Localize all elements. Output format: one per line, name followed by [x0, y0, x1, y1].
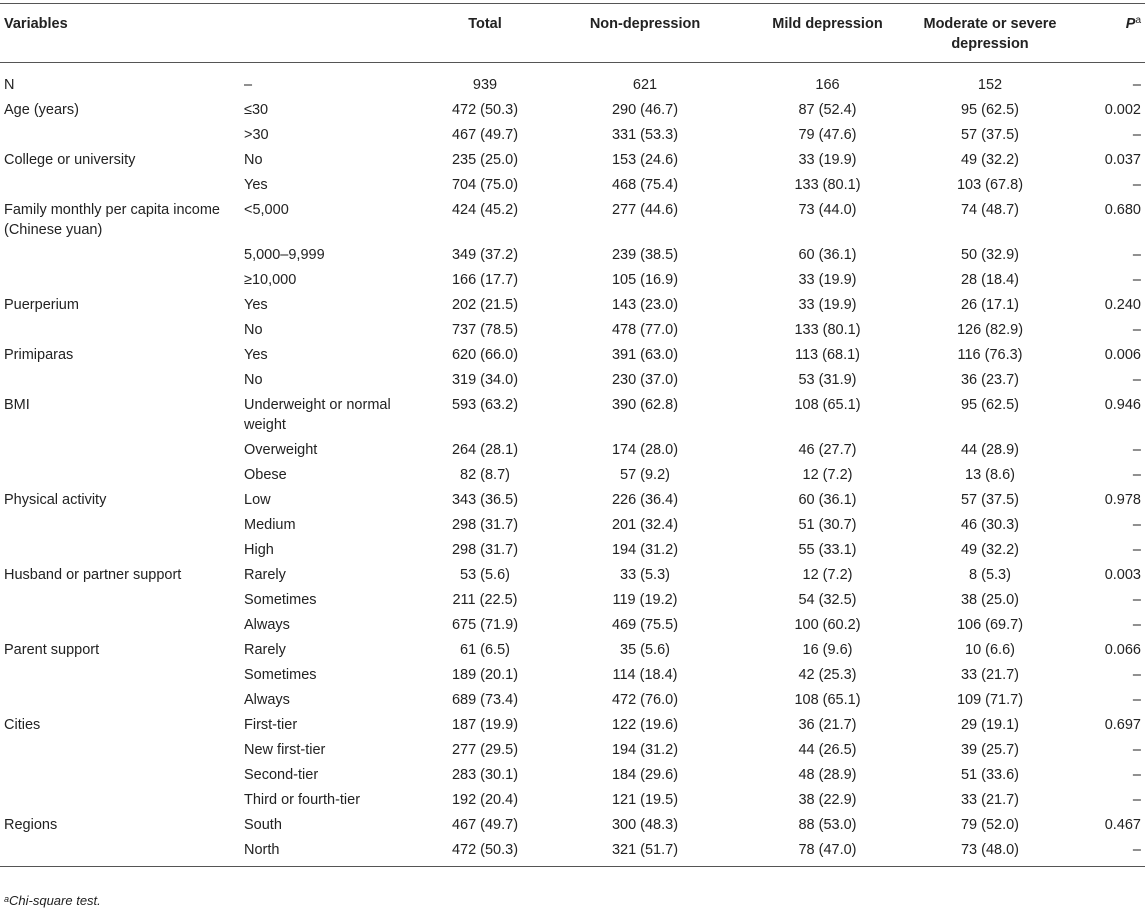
header-variables: Variables — [0, 4, 240, 63]
cell-level: Yes — [244, 297, 268, 313]
table-row — [0, 538, 1145, 563]
cell-moderate-depression: 26 (17.1) — [960, 297, 1020, 313]
cell-moderate-depression: 33 (21.7) — [960, 792, 1020, 808]
table-row — [0, 688, 1145, 713]
cell-total: 349 (37.2) — [451, 247, 519, 263]
table-row — [0, 613, 1145, 638]
cell-level: First-tier — [244, 717, 298, 733]
cell-mild-depression: 100 (60.2) — [794, 617, 861, 633]
cell-p-value: – — [1132, 247, 1141, 263]
table-row — [0, 198, 1145, 243]
cell-total: 939 — [472, 77, 498, 93]
header-total: Total — [420, 4, 550, 63]
cell-p-value: – — [1132, 177, 1141, 193]
cell-mild-depression: 108 (65.1) — [794, 397, 861, 413]
cell-total: 675 (71.9) — [451, 617, 519, 633]
cell-moderate-depression: 49 (32.2) — [960, 152, 1020, 168]
cell-moderate-depression: 13 (8.6) — [965, 467, 1015, 483]
cell-non-depression: 230 (37.0) — [611, 372, 679, 388]
cell-non-depression: 194 (31.2) — [611, 542, 679, 558]
cell-level: ≤30 — [244, 102, 269, 118]
cell-p-value: 0.697 — [1104, 717, 1141, 733]
cell-moderate-depression: 109 (71.7) — [956, 692, 1024, 708]
cell-moderate-depression: 33 (21.7) — [960, 667, 1020, 683]
cell-total: 192 (20.4) — [451, 792, 519, 808]
cell-moderate-depression: 28 (18.4) — [960, 272, 1020, 288]
table-row — [0, 838, 1145, 867]
cell-moderate-depression: 73 (48.0) — [915, 838, 1065, 867]
table-row — [0, 293, 1145, 318]
table-row — [0, 713, 1145, 738]
cell-total: 424 (45.2) — [451, 202, 519, 218]
cell-total: 264 (28.1) — [451, 442, 519, 458]
cell-variable: Puerperium — [4, 297, 79, 313]
cell-level: Yes — [244, 177, 268, 193]
cell-variable — [0, 513, 240, 538]
cell-p-value: – — [1132, 272, 1141, 288]
cell-level: Always — [244, 617, 290, 633]
cell-moderate-depression: 29 (19.1) — [960, 717, 1020, 733]
cell-total: 283 (30.1) — [451, 767, 519, 783]
cell-level: New first-tier — [244, 742, 326, 758]
cell-moderate-depression: 116 (76.3) — [957, 347, 1023, 363]
cell-p-value: – — [1132, 517, 1141, 533]
cell-non-depression: 239 (38.5) — [611, 247, 679, 263]
table-row — [0, 463, 1145, 488]
table-header — [0, 4, 1145, 63]
cell-moderate-depression: 57 (37.5) — [960, 127, 1020, 143]
cell-total: 53 (5.6) — [460, 567, 510, 583]
cell-level: 5,000–9,999 — [244, 247, 325, 263]
cell-level: <5,000 — [244, 202, 289, 218]
cell-variable: Physical activity — [4, 492, 107, 508]
cell-level: No — [244, 372, 263, 388]
cell-variable — [0, 788, 240, 813]
table-row — [0, 588, 1145, 613]
header-level — [240, 4, 420, 63]
cell-non-depression: 478 (77.0) — [611, 322, 679, 338]
header-p-superscript: a — [1135, 15, 1141, 26]
cell-level: Rarely — [244, 567, 286, 583]
cell-mild-depression: 60 (36.1) — [798, 492, 857, 508]
cell-non-depression: 143 (23.0) — [611, 297, 679, 313]
cell-total: 277 (29.5) — [451, 742, 519, 758]
cell-level: Third or fourth-tier — [244, 792, 361, 808]
cell-total: 593 (63.2) — [451, 397, 519, 413]
cell-variable — [0, 243, 240, 268]
cell-level: North — [240, 838, 420, 867]
cell-p-value: 0.002 — [1104, 102, 1141, 118]
cell-non-depression: 391 (63.0) — [611, 347, 679, 363]
cell-variable — [0, 268, 240, 293]
cell-mild-depression: 108 (65.1) — [794, 692, 861, 708]
cell-level: Rarely — [244, 642, 286, 658]
table-row — [0, 173, 1145, 198]
cell-mild-depression: 16 (9.6) — [802, 642, 853, 658]
table-row — [0, 488, 1145, 513]
cell-p-value: – — [1065, 838, 1145, 867]
cell-total: 61 (6.5) — [460, 642, 510, 658]
cell-variable — [0, 173, 240, 198]
cell-p-value: 0.946 — [1104, 397, 1141, 413]
header-non-depression: Non-depression — [550, 4, 740, 63]
cell-non-depression: 122 (19.6) — [611, 717, 679, 733]
cell-variable — [0, 123, 240, 148]
cell-non-depression: 472 (76.0) — [611, 692, 679, 708]
cell-p-value: 0.978 — [1104, 492, 1141, 508]
cell-p-value: – — [1132, 467, 1141, 483]
cell-non-depression: 469 (75.5) — [611, 617, 679, 633]
table-row — [0, 343, 1145, 368]
cell-non-depression: 331 (53.3) — [611, 127, 679, 143]
cell-p-value: 0.680 — [1104, 202, 1141, 218]
cell-total: 202 (21.5) — [451, 297, 519, 313]
cell-variable: Husband or partner support — [4, 567, 182, 583]
cell-variable: Regions — [4, 817, 58, 833]
cell-non-depression: 121 (19.5) — [611, 792, 679, 808]
cell-non-depression: 201 (32.4) — [611, 517, 679, 533]
cell-variable — [0, 588, 240, 613]
cell-level: Sometimes — [244, 592, 317, 608]
characteristics-table — [0, 3, 1145, 867]
cell-non-depression: 35 (5.6) — [620, 642, 670, 658]
cell-non-depression: 290 (46.7) — [611, 102, 679, 118]
cell-non-depression: 119 (19.2) — [612, 592, 678, 608]
cell-p-value: – — [1132, 767, 1141, 783]
cell-non-depression: 194 (31.2) — [611, 742, 679, 758]
cell-variable — [0, 538, 240, 563]
cell-moderate-depression: 103 (67.8) — [956, 177, 1024, 193]
cell-mild-depression: 54 (32.5) — [798, 592, 857, 608]
cell-total: 189 (20.1) — [451, 667, 519, 683]
cell-p-value: – — [1132, 372, 1141, 388]
cell-variable: Age (years) — [4, 102, 79, 118]
table-row — [0, 563, 1145, 588]
cell-p-value: – — [1132, 322, 1141, 338]
cell-non-depression: 300 (48.3) — [611, 817, 679, 833]
cell-non-depression: 321 (51.7) — [550, 838, 740, 867]
table-row — [0, 318, 1145, 343]
table-row — [0, 813, 1145, 838]
cell-total: 704 (75.0) — [451, 177, 519, 193]
cell-variable — [0, 438, 240, 463]
cell-mild-depression: 79 (47.6) — [798, 127, 857, 143]
cell-non-depression: 105 (16.9) — [611, 272, 679, 288]
table-row — [0, 663, 1145, 688]
cell-moderate-depression: 38 (25.0) — [960, 592, 1020, 608]
cell-p-value: – — [1132, 792, 1141, 808]
header-moderate-depression: Moderate or severe depression — [915, 4, 1065, 63]
cell-p-value: 0.037 — [1104, 152, 1141, 168]
cell-level: Low — [244, 492, 271, 508]
cell-variable — [0, 613, 240, 638]
cell-level: Always — [244, 692, 290, 708]
footnote-text: Chi-square test. — [9, 893, 101, 908]
cell-moderate-depression: 44 (28.9) — [960, 442, 1020, 458]
cell-non-depression: 390 (62.8) — [611, 397, 679, 413]
cell-p-value: 0.066 — [1104, 642, 1141, 658]
cell-variable — [0, 663, 240, 688]
cell-variable: Parent support — [4, 642, 100, 658]
cell-total: 689 (73.4) — [451, 692, 519, 708]
cell-variable — [0, 838, 240, 867]
cell-total: 298 (31.7) — [451, 517, 519, 533]
table-row — [0, 243, 1145, 268]
cell-total: 620 (66.0) — [451, 347, 519, 363]
cell-variable: Primiparas — [4, 347, 74, 363]
cell-level: Overweight — [244, 442, 318, 458]
cell-level: Obese — [244, 467, 287, 483]
cell-mild-depression: 42 (25.3) — [798, 667, 857, 683]
cell-moderate-depression: 57 (37.5) — [960, 492, 1020, 508]
cell-mild-depression: 133 (80.1) — [794, 177, 861, 193]
cell-variable: Family monthly per capita income (Chinese yuan) — [4, 202, 220, 238]
cell-non-depression: 33 (5.3) — [620, 567, 670, 583]
cell-mild-depression: 87 (52.4) — [798, 102, 857, 118]
cell-total: 166 (17.7) — [451, 272, 519, 288]
table-row — [0, 123, 1145, 148]
table-row — [0, 788, 1145, 813]
header-p-value — [1065, 4, 1145, 63]
cell-total: 737 (78.5) — [451, 322, 519, 338]
cell-p-value: – — [1132, 617, 1141, 633]
cell-mild-depression: 73 (44.0) — [798, 202, 857, 218]
cell-total: 298 (31.7) — [451, 542, 519, 558]
cell-total: 467 (49.7) — [451, 127, 519, 143]
cell-p-value: – — [1132, 127, 1141, 143]
cell-variable: Cities — [4, 717, 41, 733]
cell-mild-depression: 44 (26.5) — [798, 742, 857, 758]
cell-non-depression: 277 (44.6) — [611, 202, 679, 218]
cell-total: 187 (19.9) — [451, 717, 519, 733]
cell-p-value: – — [1132, 742, 1141, 758]
table-row — [0, 738, 1145, 763]
cell-level: Medium — [244, 517, 296, 533]
cell-p-value: – — [1132, 667, 1141, 683]
table-row — [0, 368, 1145, 393]
cell-moderate-depression: 46 (30.3) — [960, 517, 1020, 533]
header-mild-depression: Mild depression — [740, 4, 915, 63]
cell-total: 472 (50.3) — [451, 102, 519, 118]
cell-moderate-depression: 51 (33.6) — [960, 767, 1020, 783]
cell-mild-depression: 38 (22.9) — [798, 792, 857, 808]
cell-level: Underweight or normal weight — [244, 397, 391, 433]
cell-total: 235 (25.0) — [451, 152, 519, 168]
cell-mild-depression: 51 (30.7) — [798, 517, 857, 533]
cell-moderate-depression: 36 (23.7) — [960, 372, 1020, 388]
cell-moderate-depression: 49 (32.2) — [960, 542, 1020, 558]
cell-moderate-depression: 79 (52.0) — [960, 817, 1020, 833]
table-row — [0, 513, 1145, 538]
table-row — [0, 638, 1145, 663]
cell-mild-depression: 55 (33.1) — [798, 542, 857, 558]
cell-variable — [0, 368, 240, 393]
cell-total: 82 (8.7) — [460, 467, 510, 483]
cell-level: High — [244, 542, 274, 558]
cell-mild-depression: 60 (36.1) — [798, 247, 857, 263]
cell-non-depression: 226 (36.4) — [611, 492, 679, 508]
cell-p-value: 0.003 — [1104, 567, 1141, 583]
cell-non-depression: 174 (28.0) — [611, 442, 679, 458]
cell-non-depression: 57 (9.2) — [620, 467, 670, 483]
cell-level: – — [244, 77, 253, 93]
cell-p-value: – — [1132, 542, 1141, 558]
cell-p-value: – — [1132, 592, 1141, 608]
cell-p-value: 0.006 — [1104, 347, 1141, 363]
cell-mild-depression: 166 — [815, 77, 840, 93]
cell-variable — [0, 738, 240, 763]
cell-non-depression: 468 (75.4) — [611, 177, 679, 193]
cell-level: ≥10,000 — [244, 272, 297, 288]
cell-total: 472 (50.3) — [420, 838, 550, 867]
cell-moderate-depression: 8 (5.3) — [969, 567, 1011, 583]
table-row — [0, 268, 1145, 293]
cell-mild-depression: 12 (7.2) — [802, 467, 853, 483]
cell-mild-depression: 48 (28.9) — [798, 767, 857, 783]
cell-variable — [0, 318, 240, 343]
cell-level: Second-tier — [244, 767, 319, 783]
cell-mild-depression: 88 (53.0) — [798, 817, 857, 833]
table-footnote — [4, 893, 101, 909]
cell-mild-depression: 46 (27.7) — [798, 442, 857, 458]
cell-level: >30 — [244, 127, 269, 143]
cell-p-value: 0.467 — [1104, 817, 1141, 833]
cell-total: 343 (36.5) — [451, 492, 519, 508]
cell-variable — [0, 688, 240, 713]
cell-p-value: – — [1132, 77, 1141, 93]
cell-level: Yes — [244, 347, 268, 363]
cell-moderate-depression: 95 (62.5) — [960, 102, 1020, 118]
cell-p-value: – — [1132, 442, 1141, 458]
cell-variable — [0, 463, 240, 488]
cell-mild-depression: 33 (19.9) — [798, 152, 857, 168]
cell-moderate-depression: 106 (69.7) — [956, 617, 1024, 633]
cell-mild-depression: 133 (80.1) — [794, 322, 861, 338]
cell-moderate-depression: 10 (6.6) — [965, 642, 1015, 658]
cell-non-depression: 621 — [632, 77, 658, 93]
cell-moderate-depression: 50 (32.9) — [960, 247, 1020, 263]
cell-moderate-depression: 126 (82.9) — [956, 322, 1024, 338]
table-row — [0, 98, 1145, 123]
table-body — [0, 63, 1145, 867]
cell-level: No — [244, 152, 263, 168]
header-p-label: P — [1125, 16, 1136, 32]
cell-mild-depression: 33 (19.9) — [798, 272, 857, 288]
cell-variable: N — [4, 77, 15, 93]
cell-total: 319 (34.0) — [451, 372, 519, 388]
cell-mild-depression: 53 (31.9) — [798, 372, 857, 388]
cell-mild-depression: 78 (47.0) — [740, 838, 915, 867]
table-row — [0, 438, 1145, 463]
cell-moderate-depression: 74 (48.7) — [960, 202, 1020, 218]
cell-moderate-depression: 39 (25.7) — [960, 742, 1020, 758]
table-row — [0, 393, 1145, 438]
cell-variable — [0, 763, 240, 788]
footnote-superscript: a — [4, 894, 10, 904]
cell-variable: BMI — [4, 397, 30, 413]
cell-level: No — [244, 322, 263, 338]
table-row — [0, 63, 1145, 99]
cell-moderate-depression: 95 (62.5) — [960, 397, 1020, 413]
table-row — [0, 763, 1145, 788]
cell-level: South — [244, 817, 282, 833]
cell-non-depression: 114 (18.4) — [612, 667, 678, 683]
cell-mild-depression: 113 (68.1) — [794, 347, 861, 363]
cell-non-depression: 184 (29.6) — [611, 767, 679, 783]
cell-mild-depression: 33 (19.9) — [798, 297, 857, 313]
cell-moderate-depression: 152 — [977, 77, 1003, 93]
cell-mild-depression: 36 (21.7) — [798, 717, 857, 733]
cell-total: 467 (49.7) — [451, 817, 519, 833]
cell-p-value: – — [1132, 692, 1141, 708]
cell-total: 211 (22.5) — [452, 592, 518, 608]
table-row — [0, 148, 1145, 173]
cell-level: Sometimes — [244, 667, 317, 683]
cell-non-depression: 153 (24.6) — [611, 152, 679, 168]
cell-p-value: 0.240 — [1104, 297, 1141, 313]
cell-mild-depression: 12 (7.2) — [802, 567, 853, 583]
cell-variable: College or university — [4, 152, 136, 168]
